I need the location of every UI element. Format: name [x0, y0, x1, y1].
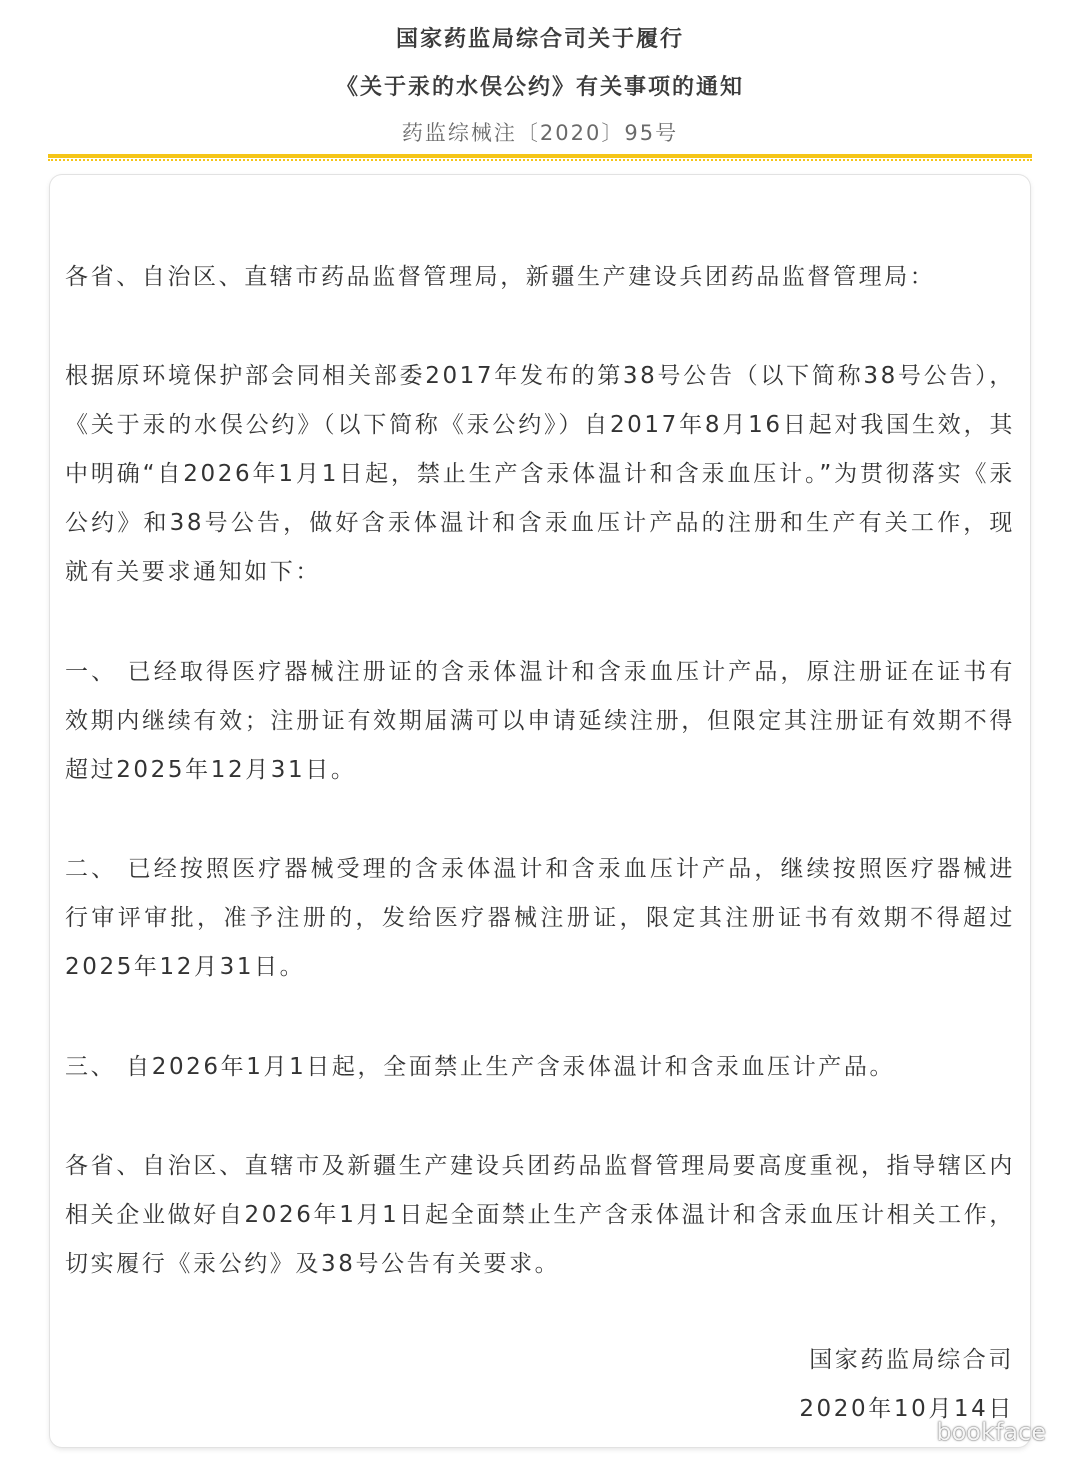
- header-divider: [48, 154, 1032, 158]
- item-2-paragraph: 二、 已经按照医疗器械受理的含汞体温计和含汞血压计产品，继续按照医疗器械进行审评审批，准予注册的，发给医疗器械注册证，限定其注册证书有效期不得超过2025年12月31日。: [65, 856, 1015, 980]
- closing-paragraph: 各省、自治区、直辖市及新疆生产建设兵团药品监督管理局要高度重视，指导辖区内相关企业做好自2026年1月1日起全面禁止生产含汞体温计和含汞血压计相关工作，切实履行《汞公约》及38号公告有关要求。: [65, 1153, 1015, 1277]
- item-3-paragraph: 三、 自2026年1月1日起，全面禁止生产含汞体温计和含汞血压计产品。: [65, 1054, 896, 1080]
- item-1-paragraph: 一、 已经取得医疗器械注册证的含汞体温计和含汞血压计产品，原注册证在证书有效期内继续有效；注册证有效期届满可以申请延续注册，但限定其注册证有效期不得超过2025年12月31日。: [65, 659, 1015, 783]
- signature-date: 2020年10月14日: [799, 1396, 1014, 1422]
- watermark-text: bookface: [936, 1418, 1046, 1446]
- header-divider-dotted: [48, 159, 1032, 161]
- wechat-icon: [898, 1419, 928, 1445]
- title-line-2: 《关于汞的水俣公约》有关事项的通知: [335, 75, 744, 100]
- intro-paragraph: 根据原环境保护部会同相关部委2017年发布的第38号公告（以下简称38号公告），《关于汞的水俣公约》（以下简称《汞公约》）自2017年8月16日起对我国生效，其中明确“自2026年1月1日起，禁止生产含汞体温计和含汞血压计。”为贯彻落实《汞公约》和38号公告，做好含汞体温计和含汞血压计产品的注册和生产有关工作，现就有关要求通知如下：: [65, 363, 1015, 585]
- document-number: 药监综械注〔2020〕95号: [401, 121, 679, 145]
- signature-org: 国家药监局综合司: [809, 1347, 1014, 1373]
- title-line-1: 国家药监局综合司关于履行: [395, 27, 684, 52]
- watermark: [898, 1414, 1046, 1450]
- salutation: 各省、自治区、直辖市药品监督管理局，新疆生产建设兵团药品监督管理局：: [65, 264, 936, 290]
